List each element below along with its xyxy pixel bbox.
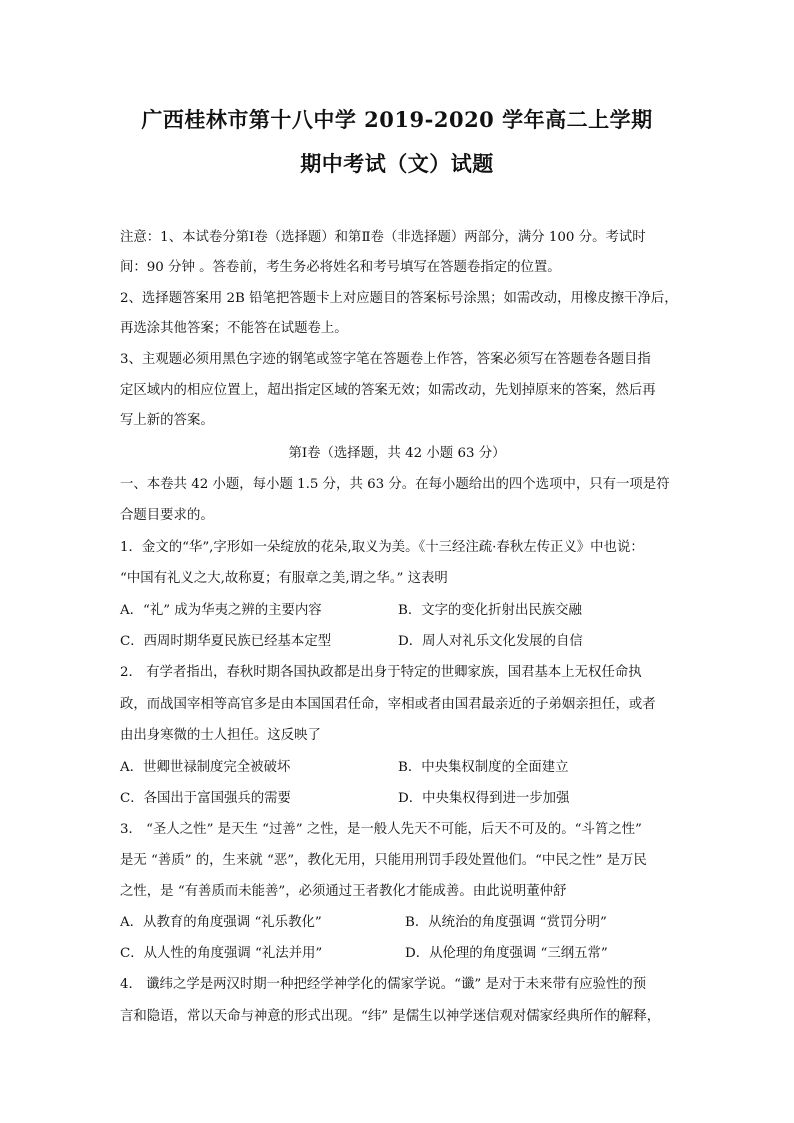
question-3-stem: 3． “圣人之性” 是天生 “过善” 之性，是一般人先天不可能，后天不可及的。“斗筲之性”: [120, 822, 642, 837]
question-1-option-d: D．周人对礼乐文化发展的自信: [398, 634, 583, 649]
question-3-option-b: B．从统治的角度强调 “赏罚分明”: [405, 915, 607, 930]
question-2-option-d: D．中央集权得到进一步加强: [398, 791, 570, 806]
question-3-option-d: D．从伦理的角度强调 “三纲五常”: [405, 946, 608, 961]
instruction-line: 合题目要求的。: [120, 508, 214, 523]
note-line: 间：90 分钟 。答卷前，考生务必将姓名和考号填写在答题卷指定的位置。: [120, 260, 561, 275]
question-1-option-a: A．“礼” 成为华夷之辨的主要内容: [120, 603, 322, 618]
question-1-option-c: C．西周时期华夏民族已经基本定型: [120, 634, 332, 649]
question-3-stem: 之性，是 “有善质而未能善”，必须通过王者教化才能成善。由此说明董仲舒: [120, 884, 567, 899]
question-2-option-a: A．世卿世禄制度完全被破坏: [120, 760, 291, 775]
question-4-stem: 言和隐语，常以天命与神意的形式出现。“纬” 是儒生以神学迷信观对儒家经典所作的解释，: [120, 1009, 661, 1024]
question-3-stem: 是无 “善质” 的，生来就 “恶”，教化无用，只能用刑罚手段处置他们。“中民之性” 是万民: [120, 853, 647, 868]
note-line: 注意：1、本试卷分第Ⅰ卷（选择题）和第Ⅱ卷（非选择题）两部分，满分 100 分。考试时: [120, 230, 646, 245]
note-line: 再选涂其他答案；不能答在试题卷上。: [120, 321, 348, 336]
note-line: 3、主观题必须用黑色字迹的钢笔或签字笔在答题卷上作答，答案必须写在答题卷各题目指: [120, 352, 651, 367]
question-2-stem: 由出身寒微的士人担任。这反映了: [120, 728, 321, 743]
question-2-stem: 政，而战国宰相等高官多是由本国国君任命，宰相或者由国君最亲近的子弟姻亲担任，或者: [120, 697, 656, 712]
question-3-option-c: C．从人性的角度强调 “礼法并用”: [120, 946, 323, 961]
note-line: 写上新的答案。: [120, 413, 214, 428]
question-1-stem: “中国有礼义之大,故称夏；有服章之美,谓之华。” 这表明: [120, 571, 448, 586]
question-1-option-b: B．文字的变化折射出民族交融: [398, 603, 582, 618]
question-4-stem: 4． 谶纬之学是两汉时期一种把经学神学化的儒家学说。“谶” 是对于未来带有应验性的预: [120, 977, 647, 992]
question-2-option-c: C．各国出于富国强兵的需要: [120, 791, 291, 806]
question-3-option-a: A．从教育的角度强调 “礼乐教化”: [120, 915, 322, 930]
note-line: 定区域内的相应位置上，超出指定区域的答案无效；如需改动，先划掉原来的答案，然后再: [120, 383, 656, 398]
question-1-stem: 1．金文的“华”,字形如一朵绽放的花朵,取义为美。《十三经注疏·春秋左传正义》中也说：: [120, 540, 644, 555]
note-line: 2、选择题答案用 2B 铅笔把答题卡上对应题目的答案标号涂黑；如需改动，用橡皮擦干净后，: [120, 291, 678, 306]
document-title-line1: 广西桂林市第十八中学 2019-2020 学年高二上学期: [141, 107, 653, 132]
question-2-option-b: B．中央集权制度的全面建立: [398, 760, 569, 775]
instruction-line: 一、本卷共 42 小题，每小题 1.5 分，共 63 分。在每小题给出的四个选项中，只有一项是符: [120, 477, 670, 492]
document-title-line2: 期中考试（文）试题: [300, 151, 494, 176]
section-title: 第Ⅰ卷（选择题，共 42 小题 63 分）: [288, 446, 506, 461]
question-2-stem: 2． 有学者指出，春秋时期各国执政都是出身于特定的世卿家族，国君基本上无权任命执: [120, 665, 642, 680]
